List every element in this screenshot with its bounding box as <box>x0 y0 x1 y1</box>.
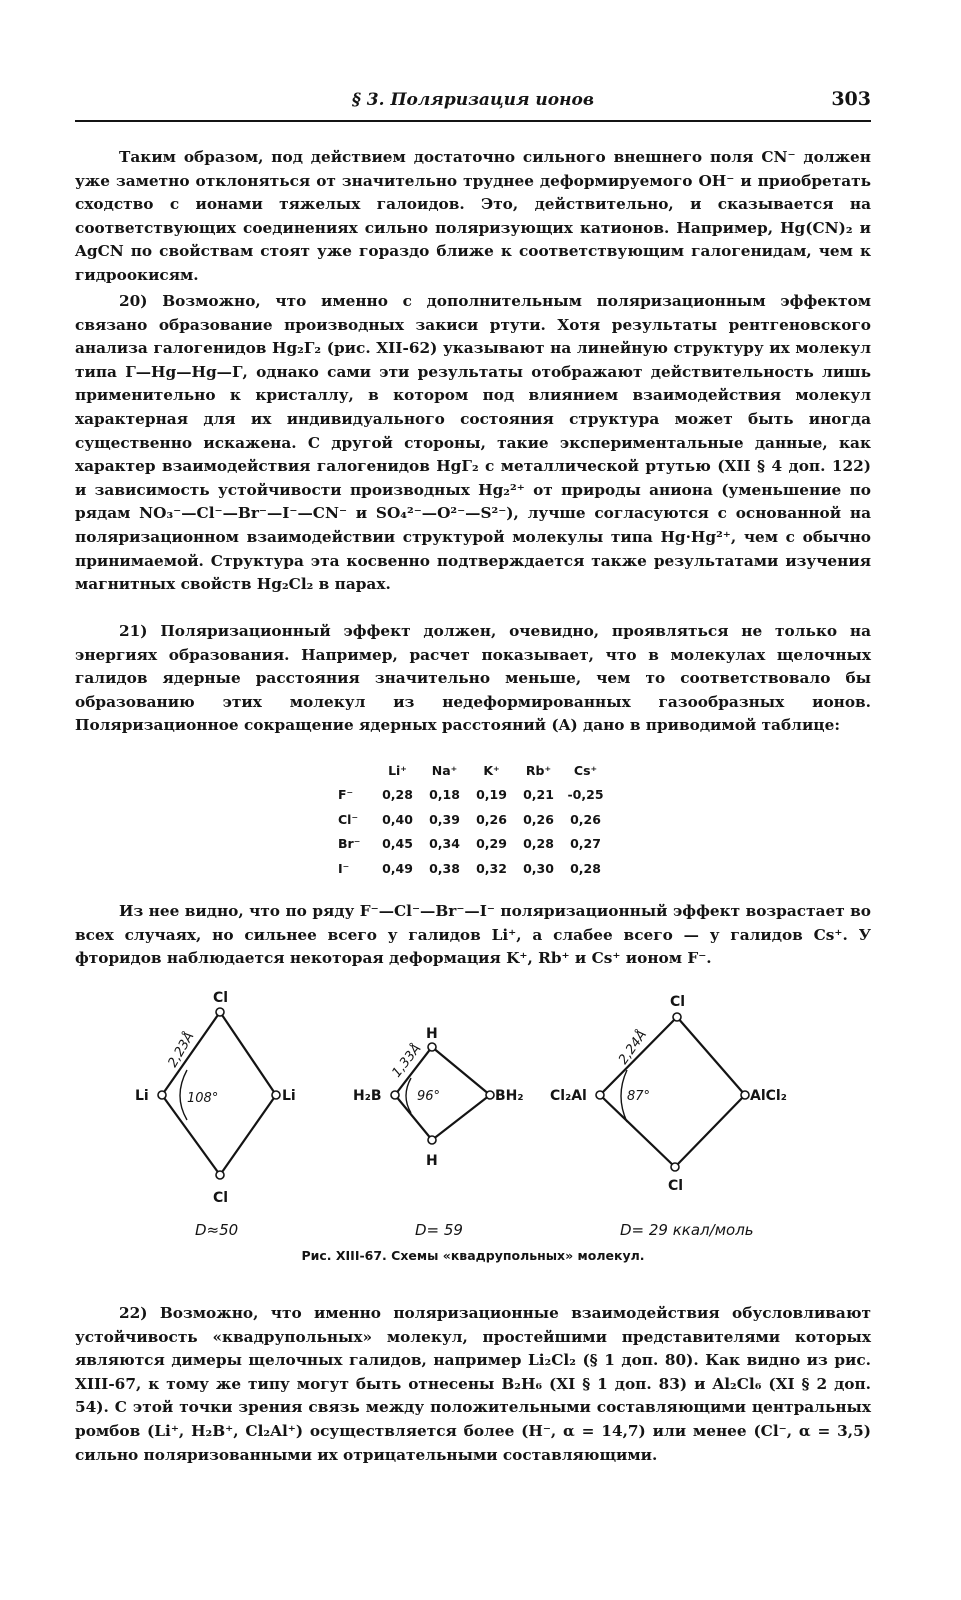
table-row <box>334 856 609 881</box>
table-column-header: Li⁺ <box>388 762 407 778</box>
atom-circle <box>158 1091 166 1099</box>
angle-label: 96° <box>417 1089 441 1104</box>
top-atom-label: Cl <box>670 994 686 1010</box>
dissociation-energy-label: D= 59 <box>415 1221 463 1239</box>
right-atom-label: AlCl₂ <box>750 1088 787 1104</box>
table-header-row <box>334 758 609 783</box>
left-atom-label: Li <box>135 1088 149 1104</box>
table-cell: 0,32 <box>476 860 507 876</box>
table-cell: 0,26 <box>523 811 554 827</box>
table-row-header: Cl⁻ <box>338 811 359 827</box>
table-cell: 0,45 <box>382 836 413 852</box>
bottom-atom-label: Cl <box>668 1178 684 1194</box>
paragraph-20: 20) Возможно, что именно с дополнительным поляризационным эффектом связано образование производных закиси ртути. Хотя результаты рентгеновского анализа галогенидов Hg₂Г₂ (рис. XII-62) указывают на линейную структуру их молекул типа Г—Hg—Hg—Г, однако сами эти результаты отображают действительность лишь применительно к кристаллу, в котором под влиянием взаимодействия молекул характерная для их индивидуального состояния структура может быть иногда существенно искажена. С другой стороны, такие экспериментальные данные, как характер взаимодействия галогенидов HgГ₂ с металлической ртутью (XII § 4 доп. 122) и зависимость устойчивости производных Hg₂²⁺ от природы аниона (уменьшение по рядам NO₃⁻—Cl⁻—Br⁻—I⁻—CN⁻ и SO₄²⁻—O²⁻—S²⁻), лучше согласуются с основанной на поляризационном взаимодействии структурой молекулы типа Hg·Hg²⁺, чем с обычно принимаемой. Структура эта косвенно подтверждается также результатами изучения магнитных свойств Hg₂Cl₂ в парах. <box>75 292 871 594</box>
table-cell: 0,34 <box>429 836 460 852</box>
paragraph-22: 22) Возможно, что именно поляризационные взаимодействия обусловливают устойчивость «квадрупольных» молекул, простейшими представителями которых являются димеры щелочных галидов, например Li₂Cl₂ (§ 1 доп. 80). Как видно из рис. XIII-67, к тому же типу могут быть отнесены B₂H₆ (XI § 1 доп. 83) и Al₂Cl₆ (XI § 2 доп. 54). С этой точки зрения связь между положительными составляющими центральных ромбов (Li⁺, H₂B⁺, Cl₂Al⁺) осуществляется более (H⁻, α = 14,7) или менее (Cl⁻, α = 3,5) сильно поляризованными их отрицательными составляющими. <box>75 1304 871 1464</box>
table-cell: -0,25 <box>567 787 604 803</box>
table-row-header: I⁻ <box>338 860 350 876</box>
table-row-header: Br⁻ <box>338 836 361 852</box>
table-cell: 0,28 <box>382 787 413 803</box>
molecule-li2cl2 <box>135 990 296 1239</box>
table-column-header: Na⁺ <box>431 762 458 778</box>
table-row <box>334 783 609 808</box>
table-cell: 0,28 <box>570 860 601 876</box>
right-atom-label: Li <box>282 1088 296 1104</box>
molecule-al2cl6 <box>550 994 787 1239</box>
table-cell: 0,40 <box>382 811 413 827</box>
atom-circle <box>216 1171 224 1179</box>
running-title: § 3. Поляризация ионов <box>351 90 595 110</box>
table-cell: 0,49 <box>382 860 413 876</box>
angle-arc <box>180 1070 187 1120</box>
table-cell: 0,39 <box>429 811 460 827</box>
table-row <box>334 832 609 857</box>
table-column-header: Cs⁺ <box>573 762 598 778</box>
bond-length-label: 2,23Å <box>165 1029 198 1070</box>
angle-label: 87° <box>627 1089 651 1104</box>
atom-circle <box>272 1091 280 1099</box>
quadrupole-figure <box>95 990 895 1290</box>
right-atom-label: BH₂ <box>495 1088 524 1104</box>
bottom-atom-label: H <box>426 1153 438 1169</box>
table-column-header: K⁺ <box>483 762 500 778</box>
table-cell: 0,28 <box>523 836 554 852</box>
page-number: 303 <box>831 88 871 110</box>
dissociation-energy-label: D≈50 <box>195 1221 239 1239</box>
paragraph-1: Таким образом, под действием достаточно сильного внешнего поля CN⁻ должен уже заметно отклоняться от значительно труднее деформируемого OH⁻ и приобретать сходство с ионами тяжелых галоидов. Это, действительно, и сказывается на соответствующих соединениях сильно поляризующих катионов. Например, Hg(CN)₂ и AgCN по свойствам стоят уже гораздо ближе к соответствующим галогенидам, чем к гидроокисям. <box>75 148 871 284</box>
atom-circle <box>391 1091 399 1099</box>
bond-length-label: 2,24Å <box>615 1027 650 1068</box>
angle-label: 108° <box>187 1091 219 1106</box>
contraction-table <box>334 758 609 881</box>
table-row <box>334 807 609 832</box>
atom-circle <box>428 1136 436 1144</box>
table-row-header: F⁻ <box>338 787 354 803</box>
left-atom-label: H₂B <box>353 1088 382 1104</box>
table-cell: 0,19 <box>476 787 507 803</box>
atom-circle <box>216 1008 224 1016</box>
quadrupole-diagrams <box>95 990 895 1250</box>
top-atom-label: Cl <box>213 990 229 1006</box>
molecule-b2h6 <box>353 1026 524 1239</box>
dissociation-energy-label: D= 29 ккал/моль <box>620 1221 754 1239</box>
bottom-atom-label: Cl <box>213 1190 229 1206</box>
atom-circle <box>486 1091 494 1099</box>
atom-circle <box>673 1013 681 1021</box>
atom-circle <box>428 1043 436 1051</box>
top-atom-label: H <box>426 1026 438 1042</box>
left-atom-label: Cl₂Al <box>550 1088 587 1104</box>
table-cell: 0,26 <box>570 811 601 827</box>
table-cell: 0,30 <box>523 860 554 876</box>
atom-circle <box>596 1091 604 1099</box>
table-cell: 0,27 <box>570 836 601 852</box>
page-header <box>75 86 871 122</box>
paragraph-table-note: Из нее видно, что по ряду F⁻—Cl⁻—Br⁻—I⁻ поляризационный эффект возрастает во всех случаях, но сильнее всего у галидов Li⁺, а слабее всего — у галидов Cs⁺. У фторидов наблюдается некоторая деформация K⁺, Rb⁺ и Cs⁺ ионом F⁻. <box>75 902 871 968</box>
table-cell: 0,38 <box>429 860 460 876</box>
figure-caption: Рис. XIII-67. Схемы «квадрупольных» молекул. <box>301 1248 645 1263</box>
paragraph-21: 21) Поляризационный эффект должен, очевидно, проявляться не только на энергиях образования. Например, расчет показывает, что в молекулах щелочных галидов ядерные расстояния значительно меньше, чем то соответствовало бы образованию этих молекул из недеформированных газообразных ионов. Поляризационное сокращение ядерных расстояний (A) дано в приводимой таблице: <box>75 622 871 735</box>
table-cell: 0,26 <box>476 811 507 827</box>
table-cell: 0,18 <box>429 787 460 803</box>
bond-length-label: 1,33Å <box>389 1041 425 1081</box>
table-cell: 0,21 <box>523 787 554 803</box>
table-column-header: Rb⁺ <box>525 762 552 778</box>
atom-circle <box>671 1163 679 1171</box>
table-cell: 0,29 <box>476 836 507 852</box>
atom-circle <box>741 1091 749 1099</box>
